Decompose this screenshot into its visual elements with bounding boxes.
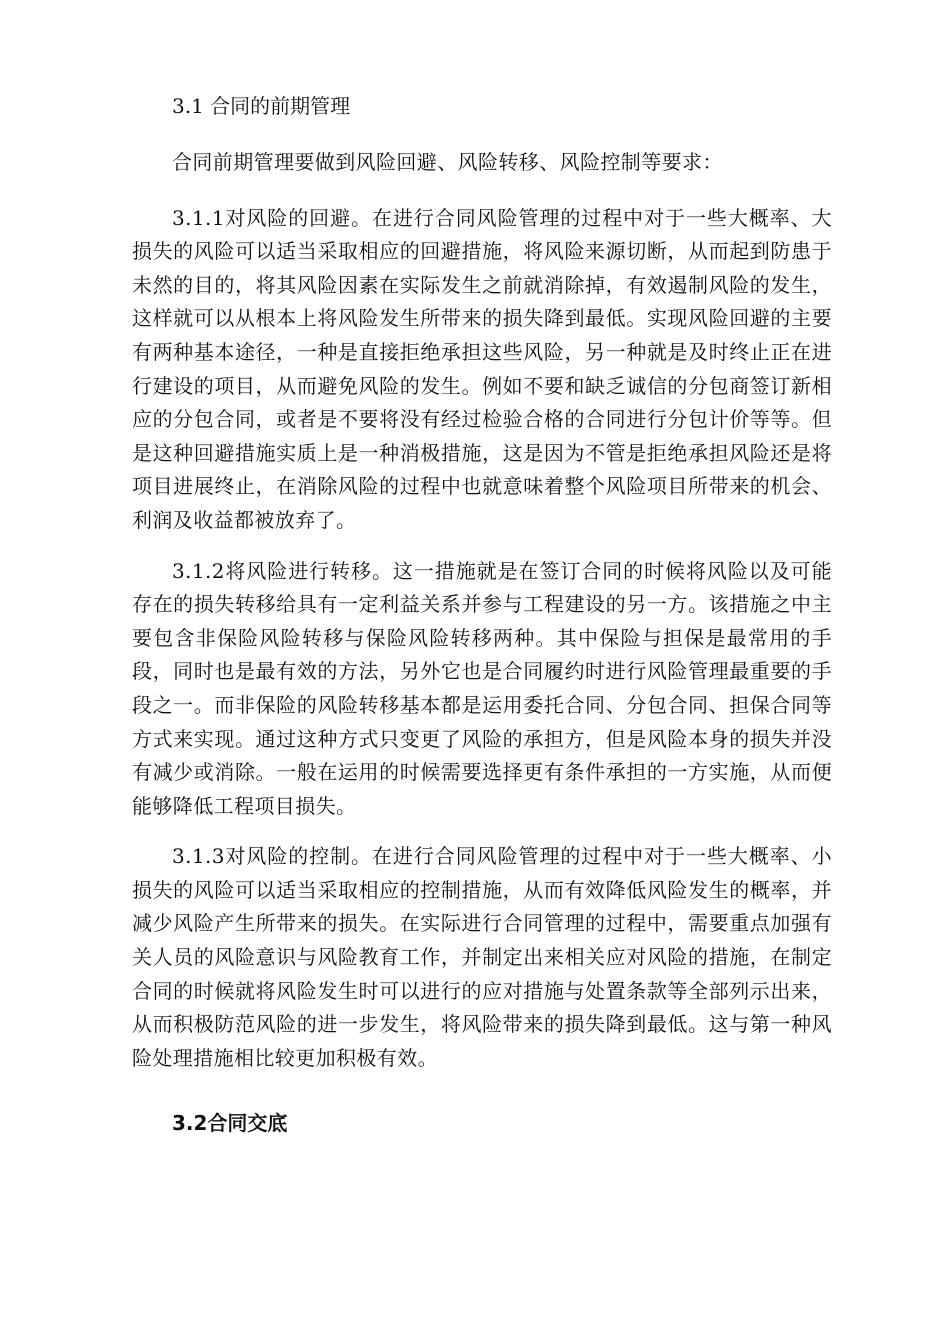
paragraph-3-1-1: 3.1.1对风险的回避。在进行合同风险管理的过程中对于一些大概率、大损失的风险可以适当采取相应的回避措施，将风险来源切断，从而起到防患于未然的目的，将其风险因素在实际发生之前就消除掉，有效遏制风险的发生，这样就可以从根本上将风险发生所带来的损失降到最低。实现风险回避的主要有两种基本途径，一种是直接拒绝承担这些风险，另一种就是及时终止正在进行建设的项目，从而避免风险的发生。例如不要和缺乏诚信的分包商签订新相应的分包合同，或者是不要将没有经过检验合格的合同进行分包计价等等。但是这种回避措施实质上是一种消极措施，这是因为不管是拒绝承担风险还是将项目进展终止，在消除风险的过程中也就意味着整个风险项目所带来的机会、利润及收益都被放弃了。 <box>132 205 832 532</box>
spacer <box>132 538 832 555</box>
intro-paragraph: 合同前期管理要做到风险回避、风险转移、风险控制等要求： <box>172 150 723 174</box>
spacer <box>132 1075 832 1105</box>
spacer <box>132 180 832 202</box>
section-heading-3-1: 3.1 合同的前期管理 <box>172 94 351 118</box>
document-page <box>132 88 832 1141</box>
paragraph-3-1-3: 3.1.3对风险的控制。在进行合同风险管理的过程中对于一些大概率、小损失的风险可以适当采取相应的控制措施，从而有效降低风险发生的概率，并减少风险产生所带来的损失。在实际进行合同管理的过程中，需要重点加强有关人员的风险意识与风险教育工作，并制定出来相关应对风险的措施，在制定合同的时候就将风险发生时可以进行的应对措施与处置条款等全部列示出来，从而积极防范风险的进一步发生，将风险带来的损失降到最低。这与第一种风险处理措施相比较更加积极有效。 <box>132 844 832 1070</box>
spacer <box>132 124 832 146</box>
paragraph-3-1-2: 3.1.2将风险进行转移。这一措施就是在签订合同的时候将风险以及可能存在的损失转移给具有一定利益关系并参与工程建设的另一方。该措施之中主要包含非保险风险转移与保险风险转移两种。其中保险与担保是最常用的手段，同时也是最有效的方法，另外它也是合同履约时进行风险管理最重要的手段之一。而非保险的风险转移基本都是运用委托合同、分包合同、担保合同等方式来实现。通过这种方式只变更了风险的承担方，但是风险本身的损失并没有减少或消除。一般在运用的时候需要选择更有条件承担的一方实施，从而便能够降低工程项目损失。 <box>132 558 832 818</box>
section-heading-3-2: 3.2合同交底 <box>172 1111 288 1136</box>
spacer <box>132 823 832 840</box>
